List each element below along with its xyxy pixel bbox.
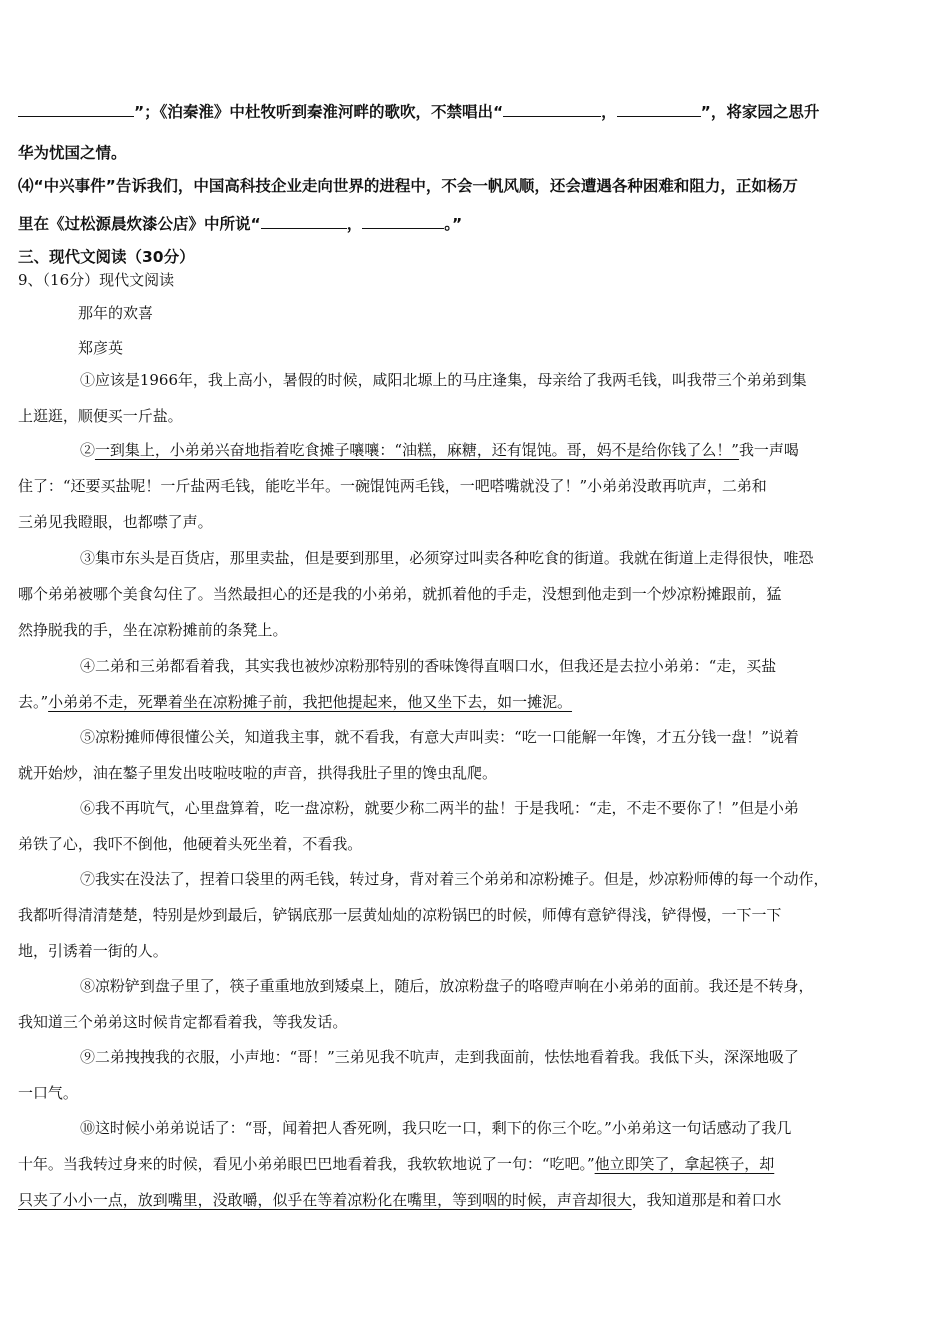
- underlined-text: 小弟弟不走，死犟着坐在凉粉摊子前，我把他提起来，他又坐下去，如一摊泥。: [48, 693, 573, 711]
- paragraph-4: ④二弟和三弟都看着我，其实我也被炒凉粉那特别的香味馋得直咽口水，但我还是去拉小弟弟：“走，买盐 去。”小弟弟不走，死犟着坐在凉粉摊子前，我把他提起来，他又坐下去，如一摊泥。: [18, 657, 777, 711]
- article-author: 郑彦英: [78, 339, 124, 357]
- paragraph-5: ⑤凉粉摊师傅很懂公关，知道我主事，就不看我，有意大声叫卖：“吃一口能解一年馋，才五分钱一盘！”说着 就开始炒，油在鏊子里发出吱啦吱啦的声音，拱得我肚子里的馋虫乱爬。: [18, 728, 799, 782]
- answer-blank[interactable]: [362, 214, 444, 229]
- answer-blank[interactable]: [503, 102, 601, 117]
- q8-line-2: 华为忧国之情。: [18, 144, 127, 162]
- paragraph-8: ⑧凉粉铲到盘子里了，筷子重重地放到矮桌上，随后，放凉粉盘子的咯噔声响在小弟弟的面前。我还是不转身， 我知道三个弟弟这时候肯定都看着我，等我发话。: [18, 977, 814, 1031]
- q8-line-3: ⑷“中兴事件”告诉我们，中国高科技企业走向世界的进程中，不会一帆风顺，还会遭遇各种困难和阻力，正如杨万: [18, 177, 798, 195]
- q8-line-4: 里在《过松源晨炊漆公店》中所说“ ， 。”: [18, 215, 463, 233]
- underlined-text: 一到集上，小弟弟兴奋地指着吃食摊子嚷嚷：“油糕，麻糖，还有馄饨。哥，妈不是给你钱了么！”: [94, 441, 739, 459]
- underlined-text: 他立即笑了，拿起筷子，却: [594, 1155, 775, 1173]
- paragraph-9: ⑨二弟拽拽我的衣服，小声地：“哥！”三弟见我不吭声，走到我面前，怯怯地看着我。我低下头，深深地吸了 一口气。: [18, 1048, 799, 1102]
- answer-blank[interactable]: [18, 102, 134, 117]
- q8-line-1: ”；《泊秦淮》中杜牧听到秦淮河畔的歌吹，不禁唱出“ ， ”，将家园之思升: [18, 100, 819, 122]
- paragraph-1: ①应该是1966年，我上高小，暑假的时候，咸阳北塬上的马庄逢集，母亲给了我两毛钱，叫我带三个弟弟到集 上逛逛，顺便买一斤盐。: [18, 371, 807, 425]
- paragraph-3: ③集市东头是百货店，那里卖盐，但是要到那里，必须穿过叫卖各种吃食的街道。我就在街道上走得很快，唯恐 哪个弟弟被哪个美食勾住了。当然最担心的还是我的小弟弟，就抓着他的手走，没想到他走到一个炒凉粉摊跟前，猛 然挣脱我的手，坐在凉粉摊前的条凳上。: [18, 549, 814, 639]
- paragraph-10: ⑩这时候小弟弟说话了：“哥，闻着把人香死咧，我只吃一口，剩下的你三个吃。”小弟弟这一句话感动了我几 十年。当我转过身来的时候，看见小弟弟眼巴巴地看着我，我软软地说了一句：“吃吧。”他立即笑了，拿起筷子，却 只夹了小小一点，放到嘴里，没敢嚼，似乎在等着凉粉化在嘴里，等到咽的时候，声音却很大，我知道那是和着口水: [18, 1119, 792, 1209]
- paragraph-6: ⑥我不再吭气，心里盘算着，吃一盘凉粉，就要少称二两半的盐！于是我吼：“走，不走不要你了！”但是小弟 弟铁了心，我吓不倒他，他硬着头死坐着，不看我。: [18, 799, 799, 853]
- section-heading: 三、现代文阅读（30分）: [18, 248, 195, 266]
- answer-blank[interactable]: [617, 102, 701, 117]
- answer-blank[interactable]: [261, 214, 347, 229]
- article-title: 那年的欢喜: [78, 304, 154, 322]
- underlined-text: 只夹了小小一点，放到嘴里，没敢嚼，似乎在等着凉粉化在嘴里，等到咽的时候，声音却很大: [18, 1191, 632, 1209]
- paragraph-7: ⑦我实在没法了，捏着口袋里的两毛钱，转过身，背对着三个弟弟和凉粉摊子。但是，炒凉粉师傅的每一个动作， 我都听得清清楚楚，特别是炒到最后，铲锅底那一层黄灿灿的凉粉锅巴的时候，师傅有意铲得浅，铲得慢，一下一下 地，引诱着一街的人。: [18, 870, 829, 960]
- question-9-header: 9、（16分）现代文阅读: [18, 271, 175, 289]
- paragraph-2: ②一到集上，小弟弟兴奋地指着吃食摊子嚷嚷：“油糕，麻糖，还有馄饨。哥，妈不是给你钱了么！”我一声喝 住了：“还要买盐呢！一斤盐两毛钱，能吃半年。一碗馄饨两毛钱，一吧嗒嘴就没了！”小弟弟没敢再吭声，二弟和 三弟见我瞪眼，也都噤了声。: [18, 441, 799, 531]
